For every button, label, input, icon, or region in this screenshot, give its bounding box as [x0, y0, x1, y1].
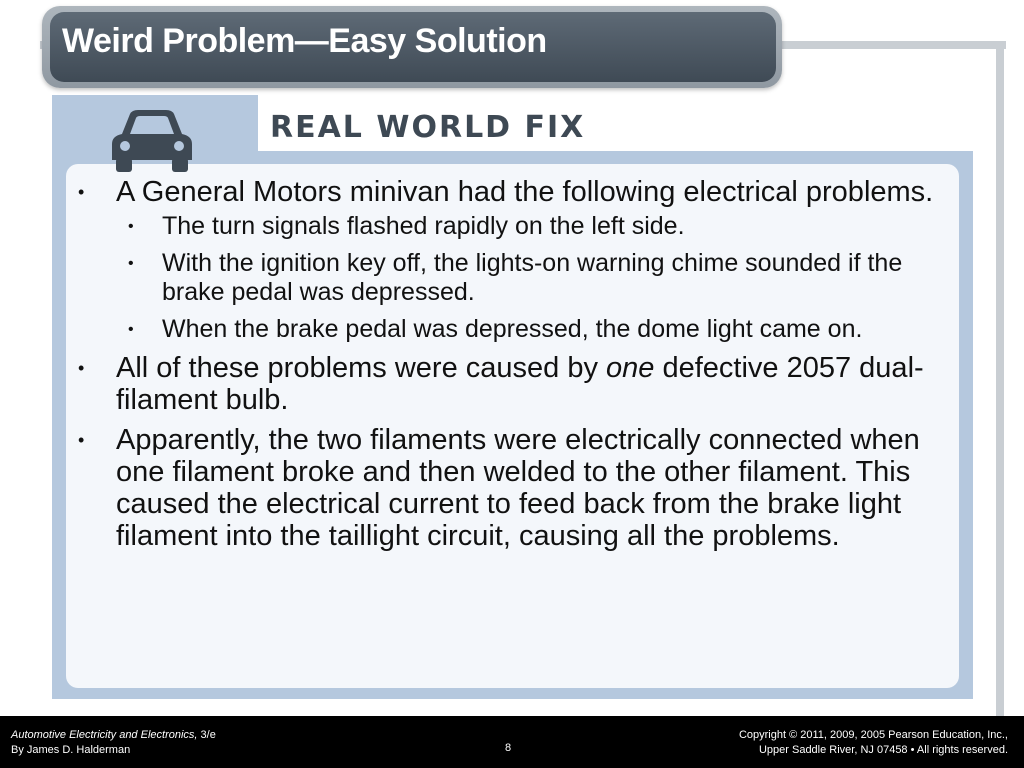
- bullet-text-emphasis: one: [606, 352, 655, 384]
- bullet-item: [72, 424, 952, 552]
- bullet-text: A General Motors minivan had the following electrical problems.: [116, 176, 934, 208]
- bullet-list: [72, 176, 952, 552]
- address-line: Upper Saddle River, NJ 07458 • All rights reserved.: [758, 744, 1008, 756]
- copyright-line: Copyright © 2011, 2009, 2005 Pearson Education, Inc.,: [738, 729, 1008, 741]
- frame-line-right: [996, 41, 1004, 716]
- sub-bullet-item: • When the brake pedal was depressed, the dome light came on.: [116, 315, 952, 344]
- bullet-text-post: defective 2057 dual-filament bulb.: [116, 352, 924, 416]
- real-world-fix-label: REAL WORLD FIX: [270, 110, 586, 145]
- footer-bar: [0, 716, 1024, 768]
- sub-bullet-item: • The turn signals flashed rapidly on the left side.: [116, 212, 952, 241]
- footer-copyright: [739, 728, 1008, 758]
- bullet-text-pre: All of these problems were caused by: [116, 352, 607, 384]
- bullet-item: [72, 176, 952, 344]
- footer-book-title: Automotive Electricity and Electronics,: [11, 729, 198, 741]
- footer-edition: 3/e: [197, 729, 216, 741]
- page-number: 8: [505, 742, 512, 754]
- sub-bullet-list: [116, 212, 952, 344]
- sub-bullet-item: • With the ignition key off, the lights-on warning chime sounded if the brake pedal was depressed.: [116, 249, 952, 307]
- bullet-item: [72, 352, 952, 416]
- bullet-text: Apparently, the two filaments were electrically connected when one filament broke and then welded to the other filament. This caused the electrical current to feed back from the brake light filament into the taillight circuit, causing all the problems.: [116, 424, 920, 552]
- bullet-content: [72, 176, 952, 560]
- footer-author: By James D. Halderman: [11, 744, 131, 756]
- slide-title: Weird Problem—Easy Solution: [62, 22, 547, 60]
- footer-book-info: [11, 728, 216, 758]
- car-icon: [108, 104, 196, 174]
